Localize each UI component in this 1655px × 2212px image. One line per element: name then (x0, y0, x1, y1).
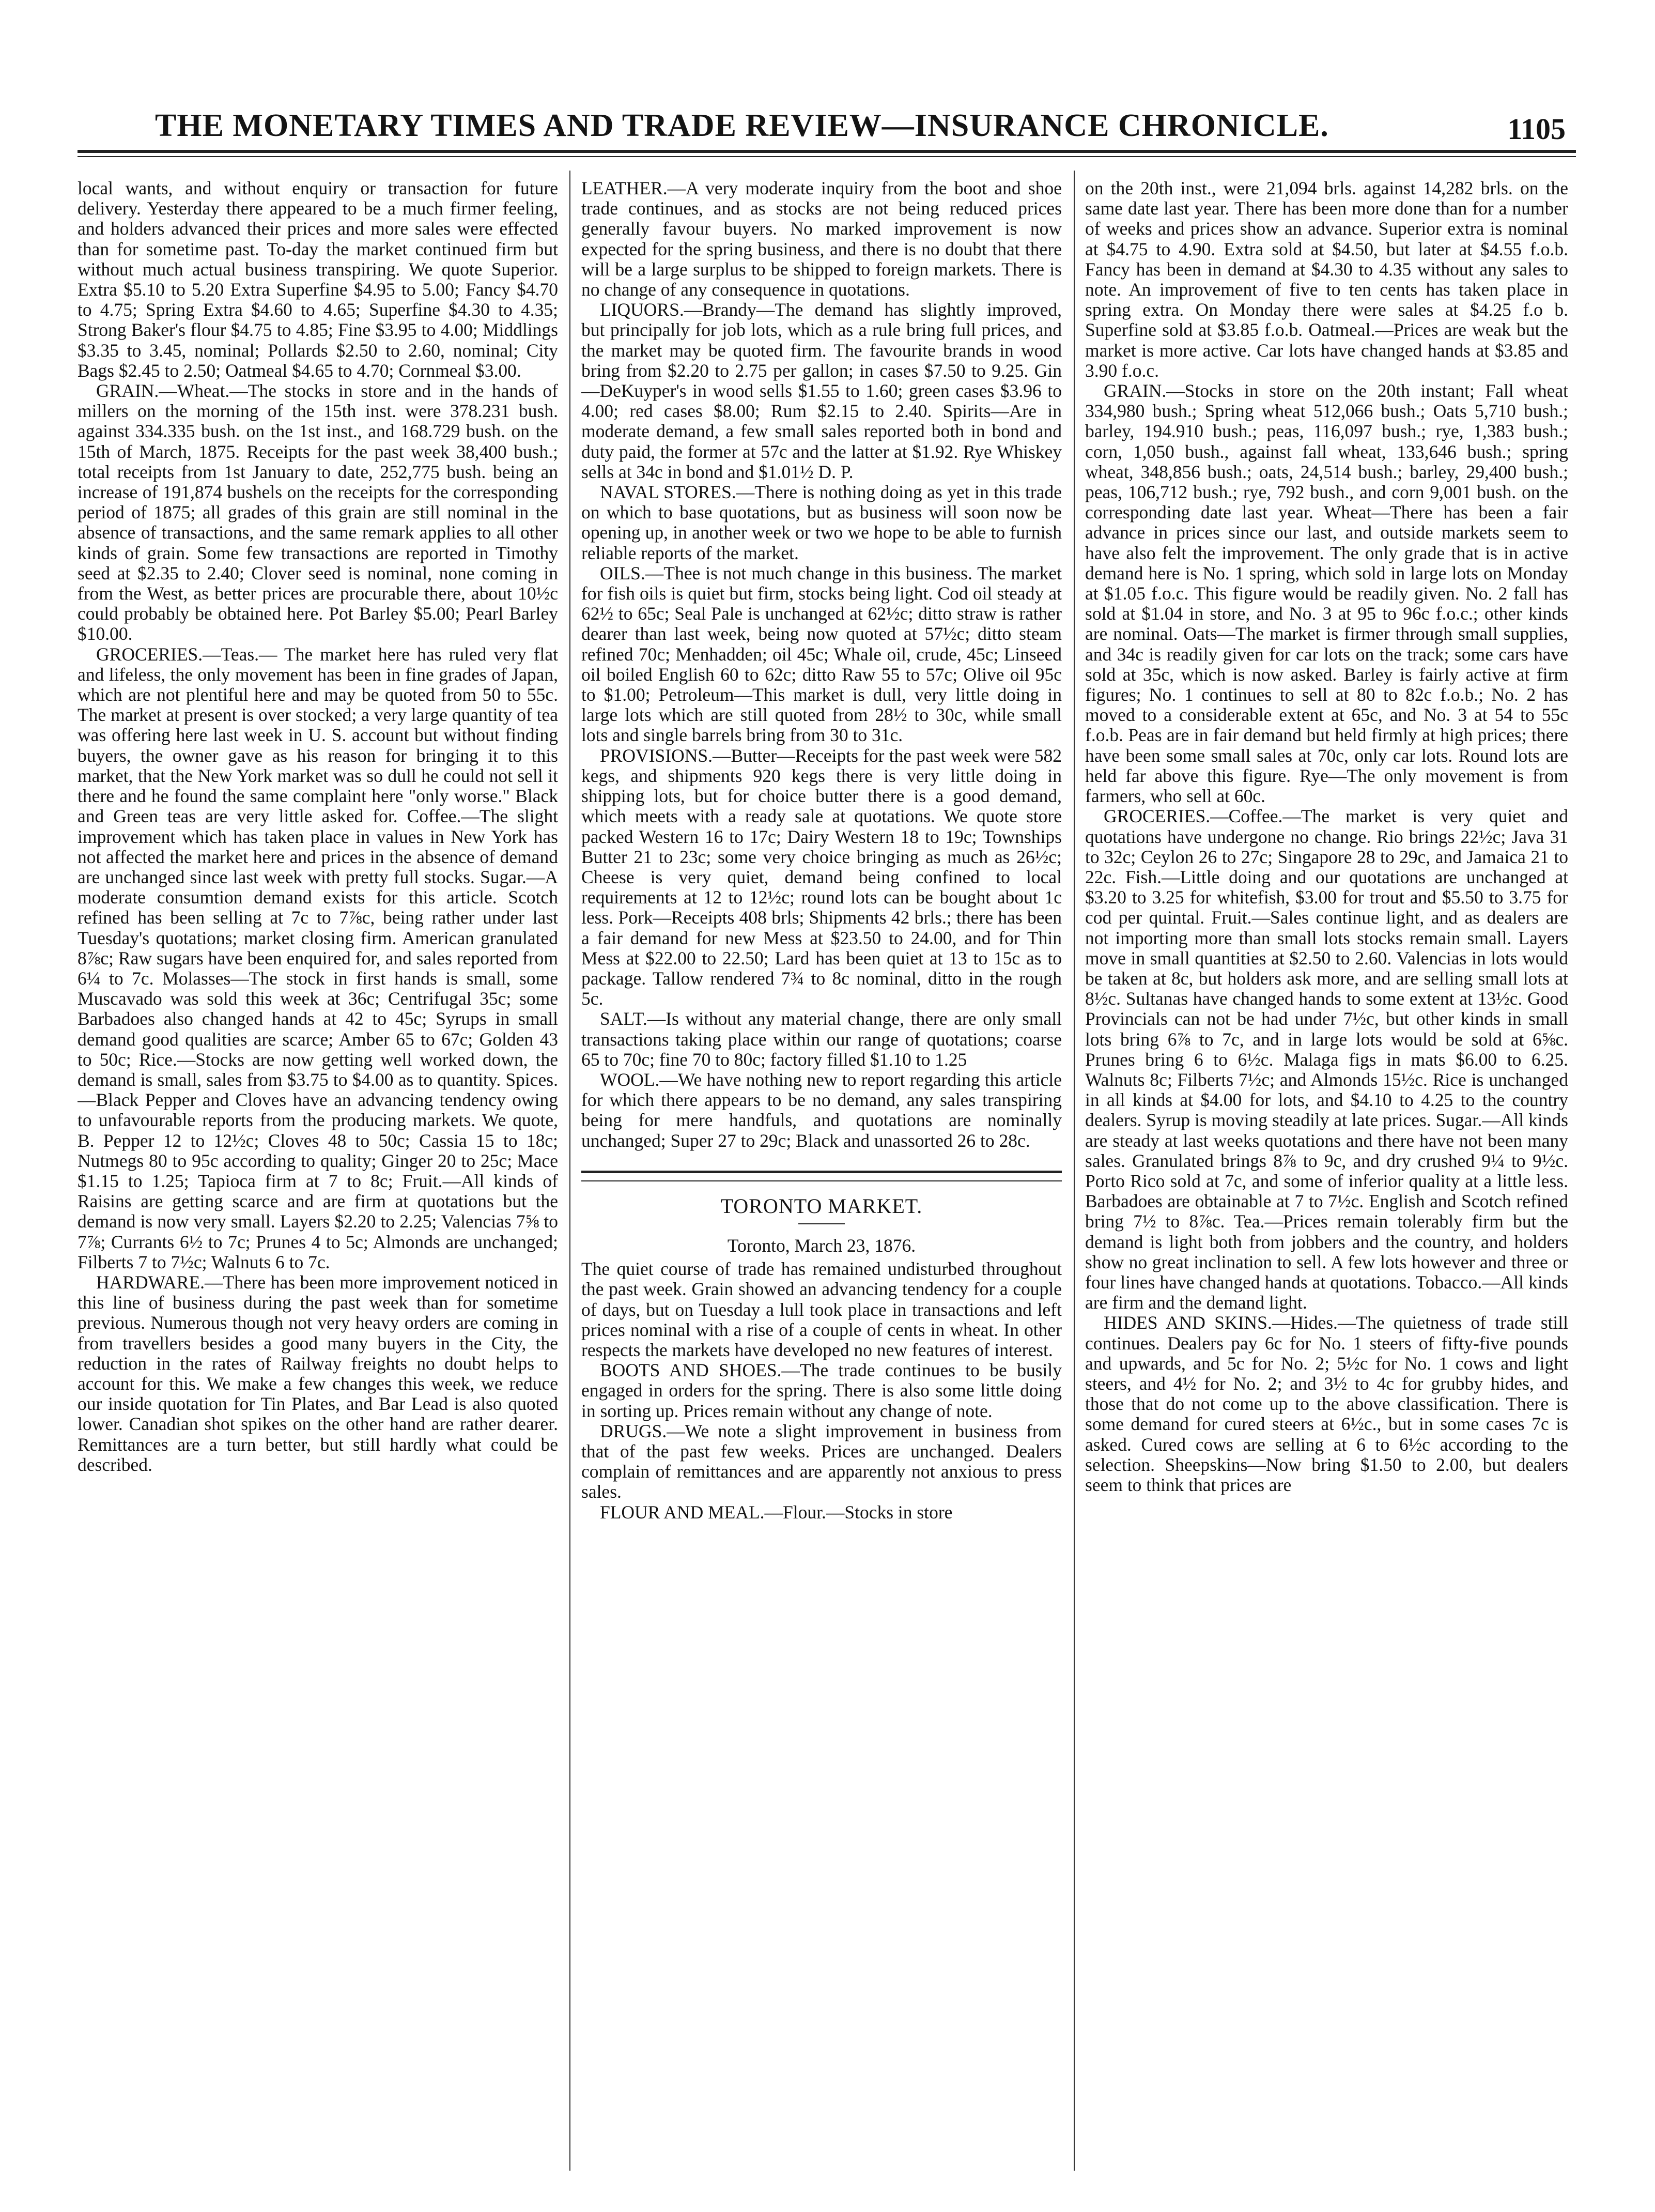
section-divider-thin (581, 1180, 1062, 1181)
paragraph-flour-quotes: local wants, and without enquiry or transaction for future delivery. Yesterday there appeared to be a much firmer feeling, and holders advanced their prices and more sales were effected than for sometime past. To-day the market continued firm but without much actual business transpiring. We quote Superior. Extra $5.10 to 5.20 Extra Superfine $4.95 to 5.00; Fancy $4.70 to 4.75; Spring Extra $4.60 to 4.65; Superfine $4.30 to 4.35; Strong Baker's flour $4.75 to 4.85; Fine $3.95 to 4.00; Middlings $3.35 to 3.45, nominal; Pollards $2.50 to 2.60, nominal; City Bags $2.45 to 2.50; Oatmeal $4.65 to 4.70; Cornmeal $3.00. (78, 178, 558, 381)
column-1 (78, 178, 558, 2184)
paragraph-leather: LEATHER.—A very moderate inquiry from the boot and shoe trade continues, and as stocks are not being reduced prices generally favour buyers. No marked improvement is now expected for the spring business, and there is no doubt that there will be a large surplus to be shipped to foreign markets. There is no change of any consequence in quotations. (581, 178, 1062, 300)
heading-short-rule (798, 1223, 845, 1224)
paragraph-toronto-groceries: GROCERIES.—Coffee.—The market is very quiet and quotations have undergone no change. Rio brings 22½c; Java 31 to 32c; Ceylon 26 to 27c; Singapore 28 to 29c, and Jamaica 21 to 22c. Fish.—Little doing and our quotations are unchanged at $3.20 to 3.25 for whitefish, $3.00 for trout and $5.50 to 3.75 for cod per quintal. Fruit.—Sales continue light, and as dealers are not importing more than small lots stocks remain small. Layers move in small quantities at $2.50 to 2.60. Valencias in lots would be taken at 8c, but holders ask more, and are selling small lots at 8½c. Sultanas have changed hands to some extent at 13½c. Good Provincials can not be had under 7½c, but other kinds in small lots bring 6⅞ to 7c, and in large lots would be sold at 6⅝c. Prunes bring 6 to 6½c. Malaga figs in mats $6.00 to 6.25. Walnuts 8c; Filberts 7½c; and Almonds 15½c. Rice is unchanged in all kinds at $4.00 for lots, and $4.10 to 4.25 to the country dealers. Syrup is moving steadily at late prices. Sugar.—All kinds are steady at last weeks quotations and there have not been many sales. Granulated brings 8⅞ to 9c, and dry crushed 9¼ to 9½c. Porto Rico sold at 7c, and some of inferior quality at a little less. Barbadoes are obtainable at 7 to 7½c. English and Scotch refined bring 7½ to 8⅞c. Tea.—Prices remain tolerably firm but the demand is light both from jobbers and the country, and holders show no great inclination to sell. A few lots however and three or four lines have changed hands at quotations. Tobacco.—All kinds are firm and the demand light. (1085, 806, 1568, 1313)
paragraph-oils: OILS.—Thee is not much change in this business. The market for fish oils is quiet but firm, stocks being light. Cod oil steady at 62½ to 65c; Seal Pale is unchanged at 62½c; ditto straw is rather dearer than last week, being now quoted at 57½c; ditto steam refined 70c; Menhadden; oil 45c; Whale oil, crude, 45c; Linseed oil boiled English 60 to 62c; ditto Raw 55 to 57c; Olive oil 95c to $1.00; Petroleum—This market is dull, very little doing in large lots which are still quoted from 28½ to 30c, while small lots and single barrels bring from 30 to 31c. (581, 562, 1062, 746)
paragraph-toronto-intro: The quiet course of trade has remained undisturbed throughout the past week. Grain showed an advancing tendency for a couple of days, but on Tuesday a lull took place in transactions and left prices nominal with a rise of a couple of cents in wheat. In other respects the markets have developed no new features of interest. (581, 1258, 1062, 1360)
publication-title: THE MONETARY TIMES AND TRADE REVIEW—INSURANCE CHRONICLE. (155, 108, 1329, 143)
toronto-dateline: Toronto, March 23, 1876. (727, 1235, 916, 1256)
paragraph-grain: GRAIN.—Wheat.—The stocks in store and in the hands of millers on the morning of the 15th inst. were 378.231 bush. against 334.335 bush. on the 1st inst., and 168.729 bush. on the 15th of March, 1875. Receipts for the past week 38,400 bush.; total receipts from 1st January to date, 252,775 bush. being an increase of 191,874 bushels on the receipts for the corresponding period of 1875; all grades of this grain are still nominal in the absence of transactions, and the same remark applies to all other kinds of grain. Some few transactions are reported in Timothy seed at $2.35 to 2.40; Clover seed is nominal, none coming in from the West, as better prices are procurable there, about 10½c could probably be obtained here. Pot Barley $5.00; Pearl Barley $10.00. (78, 380, 558, 644)
paragraph-drugs: DRUGS.—We note a slight improvement in business from that of the past few weeks. Prices are unchanged. Dealers complain of remittances and are apparently not anxious to press sales. (581, 1420, 1062, 1502)
column-divider-1 (569, 171, 570, 2171)
paragraph-flour-stocks: on the 20th inst., were 21,094 brls. against 14,282 brls. on the same date last year. There has been more done than for a number of weeks and prices show an advance. Superior extra is nominal at $4.75 to 4.90. Extra sold at $4.50, but later at $4.55 f.o.b. Fancy has been in demand at $4.30 to 4.35 without any sales to note. An improvement of five to ten cents has taken place in spring extra. On Monday there were sales at $4.25 f.o b. Superfine sold at $3.85 f.o.b. Oatmeal.—Prices are weak but the market is more active. Car lots have changed hands at $3.85 and 3.90 f.o.c. (1085, 178, 1568, 381)
paragraph-hardware: HARDWARE.—There has been more improvement noticed in this line of business during the past week than for sometime previous. Numerous though not very heavy orders are coming in from travellers besides a good many buyers in the City, the reduction in the rates of Railway freights no doubt helps to account for this. We make a few changes this week, we reduce our inside quotation for Tin Plates, and Bar Lead is also quoted lower. Canadian shot spikes on the other hand are rather dearer. Remittances are a turn better, but still hardly what could be described. (78, 1271, 558, 1475)
column-3 (1085, 178, 1568, 2184)
masthead (78, 107, 1576, 149)
paragraph-flour-meal: FLOUR AND MEAL.—Flour.—Stocks in store (600, 1501, 953, 1523)
paragraph-toronto-grain: GRAIN.—Stocks in store on the 20th instant; Fall wheat 334,980 bush.; Spring wheat 512,066 bush.; Oats 5,710 bush.; barley, 194.910 bush.; peas, 116,097 bush.; rye, 1,383 bush.; corn, 1,050 bush., against fall wheat, 133,646 bush.; spring wheat, 348,856 bush.; oats, 24,514 bush.; barley, 29,400 bush.; peas, 106,712 bush.; rye, 792 bush., and corn 9,001 bush. on the corresponding date last year. Wheat—There has been a fair advance in prices since our last, and outside markets seem to have also felt the improvement. The only grade that is in active demand here is No. 1 spring, which sold in large lots on Monday at $1.05 f.o.c. This figure would be readily given. No. 2 fall has sold at $1.04 in store, and No. 3 at 95 to 96c f.o.c.; other kinds are nominal. Oats—The market is firmer through small supplies, and 34c is readily given for car lots on the track; some cars have sold at 35c, which is now asked. Barley is fairly active at firm figures; No. 1 continues to sell at 80 to 82c f.o.b.; No. 2 has moved to a considerable extent at 65c, and No. 3 at 54 to 55c f.o.b. Peas are in fair demand but held firmly at high prices; there have been some small sales at 70c, only car lots. Round lots are held far above this figure. Rye—The only movement is from farmers, who sell at 60c. (1085, 380, 1568, 807)
paragraph-wool: WOOL.—We have nothing new to report regarding this article for which there appears to be no demand, any sales transpiring being for mere handfuls, and quotations are nominally unchanged; Super 27 to 29c; Black and unassorted 26 to 28c. (581, 1069, 1062, 1151)
masthead-rule-thin (78, 156, 1576, 157)
newspaper-page (78, 0, 1576, 2212)
paragraph-boots-shoes: BOOTS AND SHOES.—The trade continues to be busily engaged in orders for the spring. There is also some little doing in sorting up. Prices remain without any change of note. (581, 1360, 1062, 1421)
paragraph-salt: SALT.—Is without any material change, there are only small transactions taking place within our range of quotations; coarse 65 to 70c; fine 70 to 80c; factory filled $1.10 to 1.25 (581, 1008, 1062, 1070)
paragraph-hides-skins: HIDES AND SKINS.—Hides.—The quietness of trade still continues. Dealers pay 6c for No. 1 steers of fifty-five pounds and upwards, and 5c for No. 2; 5½c for No. 1 cows and light steers, and 4½ for No. 2; and 3½ to 4c for grubby hides, and those that do not come up to the above classification. There is some demand for cured steers at 6½c., but in some cases 7c is asked. Cured cows are selling at 6 to 6½c according to the selection. Sheepskins—Now bring $1.50 to 2.00, but dealers seem to think that prices are (1085, 1312, 1568, 1495)
masthead-rule-thick (78, 150, 1576, 153)
paragraph-liquors: LIQUORS.—Brandy—The demand has slightly improved, but principally for job lots, which as a rule bring full prices, and the market may be quoted firm. The favourite brands in wood bring from $2.20 to 2.75 per gallon; in cases $7.50 to 9.25. Gin—DeKuyper's in wood sells $1.55 to 1.60; green cases $3.96 to 4.00; red cases $8.00; Rum $2.15 to 2.40. Spirits—Are in moderate demand, a few small sales reported both in bond and duty paid, the former at 57c and the latter at $1.92. Rye Whiskey sells at 34c in bond and $1.01½ D. P. (581, 299, 1062, 482)
page-number: 1105 (1507, 112, 1566, 146)
paragraph-provisions: PROVISIONS.—Butter—Receipts for the past week were 582 kegs, and shipments 920 kegs there is very little doing in shipping lots, but for choice butter there is a good demand, which meets with a ready sale at quotations. We quote store packed Western 16 to 17c; Dairy Western 18 to 19c; Townships Butter 21 to 23c; some very choice bringing as much as 26½c; Cheese is very quiet, demand being confined to local requirements at 12 to 12½c; round lots can be bought about 1c less. Pork—Receipts 408 brls; Shipments 42 brls.; there has been a fair demand for new Mess at $23.50 to 24.00, and for Thin Mess at $22.00 to 22.50; Lard has been quiet at 13 to 15c as to package. Tallow rendered 7¾ to 8c nominal, ditto in the rough 5c. (581, 745, 1062, 1009)
paragraph-groceries: GROCERIES.—Teas.— The market here has ruled very flat and lifeless, the only movement has been in fine grades of Japan, which are not plentiful here and may be quoted from 50 to 55c. The market at present is over stocked; a very large quantity of tea was offering here last week in U. S. account but without finding buyers, the owner gave as his reason for bringing it to this market, that the New York market was so dull he could not sell it there and he found the same complaint here "only worse." Black and Green teas are very little asked for. Coffee.—The slight improvement which has taken place in values in New York has not affected the market here and prices in the absence of demand are unchanged since last week with pretty full stocks. Sugar.—A moderate consumtion demand exists for this article. Scotch refined has been selling at 7c to 7⅞c, being rather under last Tuesday's quotations; market closing firm. American granulated 8⅞c; Raw sugars have been enquired for, and sales reported from 6¼ to 7c. Molasses—The stock in first hands is small, some Muscavado was sold this week at 36c; Centrifugal 35c; some Barbadoes also changed hands at 42 to 45c; Syrups in small demand good qualities are scarce; Amber 65 to 67c; Golden 43 to 50c; Rice.—Stocks are now getting well worked down, the demand is small, sales from $3.75 to $4.00 as to quantity. Spices.—Black Pepper and Cloves have an advancing tendency owing to unfavourable reports from the producing markets. We quote, B. Pepper 12 to 12½c; Cloves 48 to 50c; Cassia 15 to 18c; Nutmegs 80 to 95c according to quality; Ginger 20 to 25c; Mace $1.15 to 1.25; Tapioca firm at 7 to 8c; Fruit.—All kinds of Raisins are getting scarce and are firm at quotations but the demand is now very small. Layers $2.20 to 2.25; Valencias 7⅝ to 7⅞; Currants 6½ to 7c; Prunes 4 to 5c; Almonds are unchanged; Filberts 7 to 7½c; Walnuts 6 to 7c. (78, 643, 558, 1272)
paragraph-naval-stores: NAVAL STORES.—There is nothing doing as yet in this trade on which to base quotations, but as business will soon now be opening up, in another week or two we hope to be able to furnish reliable reports of the market. (581, 482, 1062, 563)
section-divider-thick (581, 1171, 1062, 1173)
column-divider-2 (1074, 171, 1075, 2171)
toronto-market-heading: TORONTO MARKET. (720, 1194, 923, 1218)
column-2 (581, 178, 1062, 2184)
